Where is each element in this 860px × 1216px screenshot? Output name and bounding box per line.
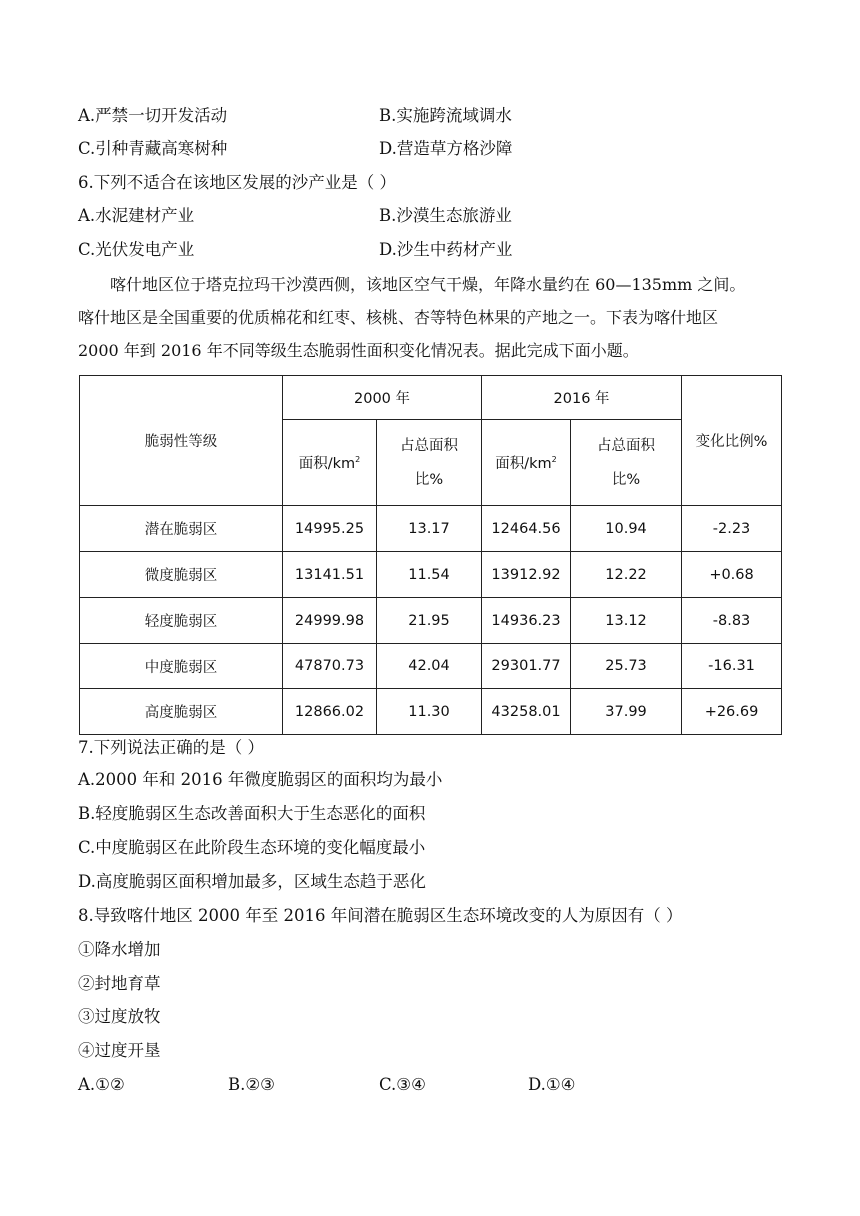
q6-option-d: D.沙生中药材产业 xyxy=(379,240,513,259)
cell-area-2016: 29301.77 xyxy=(482,644,571,689)
q5-option-c: C.引种青藏高寒树种 xyxy=(78,139,228,158)
table-row xyxy=(80,689,782,735)
cell-area-2016: 13912.92 xyxy=(482,552,571,598)
cell-level: 中度脆弱区 xyxy=(80,644,283,689)
q6-option-b: B.沙漠生态旅游业 xyxy=(379,206,512,225)
vulnerability-table xyxy=(79,375,782,735)
cell-change: +0.68 xyxy=(682,552,782,598)
header-year-2000: 2000 年 xyxy=(283,376,482,420)
header-change: 变化比例% xyxy=(682,376,782,506)
cell-area-2000: 47870.73 xyxy=(283,644,377,689)
area-unit-sup: 2 xyxy=(551,455,557,465)
header-year-2016: 2016 年 xyxy=(482,376,682,420)
q8-item-2: ②封地育草 xyxy=(78,974,161,993)
cell-area-2016: 43258.01 xyxy=(482,689,571,735)
q8-item-3: ③过度放牧 xyxy=(78,1007,161,1026)
cell-pct-2000: 42.04 xyxy=(377,644,482,689)
cell-pct-2016: 25.73 xyxy=(571,644,682,689)
q8-option-b: B.②③ xyxy=(228,1075,275,1094)
cell-area-2000: 14995.25 xyxy=(283,506,377,552)
cell-area-2000: 13141.51 xyxy=(283,552,377,598)
cell-area-2000: 12866.02 xyxy=(283,689,377,735)
cell-change: -2.23 xyxy=(682,506,782,552)
q8-item-1: ①降水增加 xyxy=(78,940,161,959)
passage-line-1: 喀什地区位于塔克拉玛干沙漠西侧，该地区空气干燥，年降水量约在 60—135mm 之间。 xyxy=(110,275,746,294)
cell-change: -8.83 xyxy=(682,598,782,644)
q7-option-d: D.高度脆弱区面积增加最多，区域生态趋于恶化 xyxy=(78,872,426,891)
table-row xyxy=(80,644,782,689)
table-row xyxy=(80,506,782,552)
q6-option-c: C.光伏发电产业 xyxy=(78,240,195,259)
q5-option-a: A.严禁一切开发活动 xyxy=(78,106,228,125)
q8-item-4: ④过度开垦 xyxy=(78,1041,161,1060)
passage xyxy=(78,268,784,367)
q8-option-c: C.③④ xyxy=(379,1075,426,1094)
q6-stem: 6.下列不适合在该地区发展的沙产业是（ ） xyxy=(78,173,396,192)
q8-stem: 8.导致喀什地区 2000 年至 2016 年间潜在脆弱区生态环境改变的人为原因有（ ） xyxy=(78,906,683,925)
cell-change: -16.31 xyxy=(682,644,782,689)
cell-area-2000: 24999.98 xyxy=(283,598,377,644)
q7-option-c: C.中度脆弱区在此阶段生态环境的变化幅度最小 xyxy=(78,838,426,857)
q8-option-d: D.①④ xyxy=(528,1075,576,1094)
cell-level: 潜在脆弱区 xyxy=(80,506,283,552)
q5-option-b: B.实施跨流域调水 xyxy=(379,106,512,125)
table-row xyxy=(80,552,782,598)
header-level: 脆弱性等级 xyxy=(80,376,283,506)
passage-line-3: 2000 年到 2016 年不同等级生态脆弱性面积变化情况表。据此完成下面小题。 xyxy=(78,341,639,360)
q7-option-a: A.2000 年和 2016 年微度脆弱区的面积均为最小 xyxy=(78,770,443,789)
header-area-2016: 面积$/km^2$ xyxy=(482,420,571,506)
cell-pct-2016: 10.94 xyxy=(571,506,682,552)
cell-pct-2000: 21.95 xyxy=(377,598,482,644)
cell-change: +26.69 xyxy=(682,689,782,735)
q8-option-a: A.①② xyxy=(78,1075,125,1094)
passage-line-2: 喀什地区是全国重要的优质棉花和红枣、核桃、杏等特色林果的产地之一。下表为喀什地区 xyxy=(78,308,719,327)
cell-pct-2016: 37.99 xyxy=(571,689,682,735)
cell-level: 轻度脆弱区 xyxy=(80,598,283,644)
q6-option-a: A.水泥建材产业 xyxy=(78,206,195,225)
cell-pct-2000: 11.30 xyxy=(377,689,482,735)
q5-option-d: D.营造草方格沙障 xyxy=(379,139,513,158)
cell-level: 高度脆弱区 xyxy=(80,689,283,735)
cell-pct-2016: 13.12 xyxy=(571,598,682,644)
q7-option-b: B.轻度脆弱区生态改善面积大于生态恶化的面积 xyxy=(78,804,426,823)
header-pct-2016: 占总面积 比% xyxy=(571,420,682,506)
cell-area-2016: 12464.56 xyxy=(482,506,571,552)
q7-stem: 7.下列说法正确的是（ ） xyxy=(78,738,264,757)
cell-pct-2016: 12.22 xyxy=(571,552,682,598)
area-unit-sup: 2 xyxy=(355,455,361,465)
cell-pct-2000: 13.17 xyxy=(377,506,482,552)
table-row xyxy=(80,598,782,644)
cell-level: 微度脆弱区 xyxy=(80,552,283,598)
header-area-2000: 面积$/km^2$ xyxy=(283,420,377,506)
cell-area-2016: 14936.23 xyxy=(482,598,571,644)
header-pct-2000: 占总面积 比% xyxy=(377,420,482,506)
cell-pct-2000: 11.54 xyxy=(377,552,482,598)
